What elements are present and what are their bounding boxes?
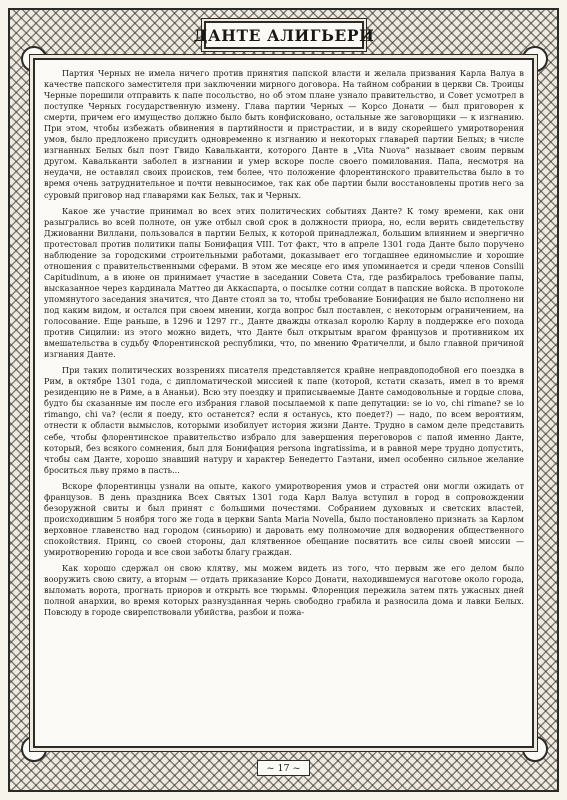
paragraph: Вскоре флорентинцы узнали на опыте, какого умиротворения умов и страстей они могли ожидать от французов. В день праздника Всех Святых 1301 года Карл Валуа вступил в город в сопровождении безоружной свиты и был принят с большими почестями. Собранием духовных и светских властей, происходившим 5 ноября того же года в церкви Santa Maria Novella, было постановлено признать за Карлом верховное главенство над городом (синьорию) и даровать ему полномочие для водворения общественного спокойствия. Принц, со своей стороны, дал клятвенное обещание посвятить все силы своей миссии — умиротворению города и все свои заботы благу граждан.	[44, 480, 524, 557]
page-number: ~ 17 ~	[266, 762, 301, 774]
paragraph: Как хорошо сдержал он свою клятву, мы можем видеть из того, что первым же его делом было вооружить свою свиту, а вторым — отдать приказание Корсо Донати, находившемуся наготове около города, выломать ворота, прогнать приоров и открыть все тюрьмы. Флоренция пережила затем пять ужасных дней полной анархии, во время которых разнузданная чернь свободно грабила и разносила дома и лавки Белых. Повсюду в городе свирепствовали убийства, разбои и пожа-	[44, 563, 524, 618]
paragraph: Какое же участие принимал во всех этих политических событиях Данте? К тому времени, как они разыгрались во всей полноте, он уже отбыл свой срок в должности приора, но, если верить свидетельству Джиованни Виллани, пользовался в партии Белых, к которой принадлежал, большим влиянием и энергично протестовал против политики папы Бонифация VIII. Тот факт, что в апреле 1301 года Данте было поручено наблюдение за городскими строительными работами, доказывает его тогдашнее единомыслие и хорошие отношения с правительственными сферами. В этом же месяце его имя упоминается и среди членов Consilii Capitudinum, а в июне он принимает участие в заседании Совета Ста, где разбиралось требование папы, высказанное через кардинала Маттео ди Аккаспарта, о посылке сотни солдат в папские войска. В протоколе упомянутого заседания значится, что Данте стоял за то, чтобы требование Бонифация не было исполнено ни под каким видом, и остался при своем мнении, когда вопрос был поставлен, с некоторым ограничением, на голосование. Еще раньше, в 1296 и 1297 гг., Данте дважды отказал королю Карлу в поддержке его похода против Сицилии: из этого можно видеть, что Данте был открытым врагом французов и противником их вмешательства в судьбу Флорентинской республики, что, по мнению Фратичелли, и было главной причиной изгнания Данте.	[44, 205, 524, 360]
paragraph: Партия Черных не имела ничего против принятия папской власти и желала призвания Карла Валуа в качестве папского заместителя при заключении мирного договора. На тайном собрании в церкви Св. Троицы Черные порешили отправить к папе посольство, но об этом плане узнало правительство, и Совет усмотрел в поступке Черных государственную измену. Глава партии Черных — Корсо Донати — был приговорен к смерти, причем его имущество должно было быть конфисковано, остальные же заговорщики — к изгнанию. При этом, чтобы избежать обвинения в партийности и пристрастии, и в виду скорейшего умиротворения умов, было предложено присудить одновременно к изгнанию и некоторых главарей партии Белых; в числе изгнанных Белых был поэт Гвидо Кавальканти, которого Данте в „Vita Nuova“ называет своим первым другом. Кавальканти заболел в изгнании и умер вскоре после своего помилования. Папа, несмотря на неудачи, не оставлял своих происков, тем более, что положение флорентинского правительства было в то время очень затруднительное и почти невыносимое, так как обе партии были восстановлены против него за суровый приговор над главарями как Белых, так и Черных.	[44, 68, 524, 200]
article-body	[44, 68, 524, 733]
title-plate	[193, 21, 375, 49]
page-number-plate	[257, 760, 310, 776]
paragraph: При таких политических воззрениях писателя представляется крайне неправдоподобной его поездка в Рим, в октябре 1301 года, с дипломатической миссией к папе (которой, кстати сказать, имел в то время резиденцию не в Риме, а в Ананьи). Всю эту поездку и приписываемые Данте самодовольные и гордые слова, будто бы сказанные им после его избрания главой посылаемой к папе депутации: se io vo, chi rimane? se io rimango, chi va? (если я поеду, кто останется? если я останусь, кто поедет?) — надо, по всем вероятиям, отнести к области вымыслов, которыми изобилует история жизни Данте. Трудно в самом деле представить себе, чтобы флорентинское правительство избрало для завершения переговоров с папой именно Данте, который, без всякого сомнения, был для Бонифация persona ingratissima, и в равной мере трудно допустить, чтобы сам Данте, хорошо знавший натуру и характер Бенедетто Гаэтани, имел особенно сильное желание броситься льву прямо в пасть...	[44, 365, 524, 475]
page-title: ДАНТЕ АЛИГЬЕРИ	[193, 25, 375, 45]
